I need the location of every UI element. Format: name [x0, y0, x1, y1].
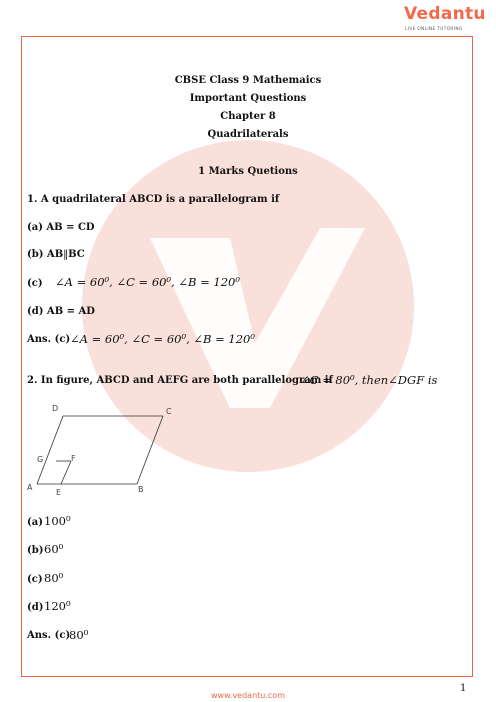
q2-answer-value: 80⁰: [69, 628, 89, 642]
label-E: E: [56, 488, 62, 497]
q1-option-c-label: (c): [27, 278, 43, 289]
q2-stem-math: ∠C = 80⁰, then∠DGF is: [300, 373, 438, 387]
q2-option-d-value: 120⁰: [44, 599, 71, 613]
label-F: F: [71, 454, 76, 463]
label-C: C: [166, 407, 172, 416]
logo-wordmark: Vedantu: [404, 4, 486, 24]
q2-option-a-value: 100⁰: [44, 514, 71, 528]
chapter-name: Quadrilaterals: [207, 129, 289, 140]
parallelogram-figure: [27, 400, 177, 500]
doc-subtitle: Important Questions: [189, 93, 307, 104]
section-title: 1 Marks Quetions: [198, 166, 298, 177]
side-BC: [137, 416, 163, 484]
label-G: G: [37, 455, 44, 464]
q1-answer-label: Ans. (c): [27, 334, 71, 345]
q2-option-c-value: 80⁰: [44, 571, 64, 585]
q1-option-b-left: (b) AB: [27, 249, 64, 260]
vedantu-logo: [394, 4, 486, 34]
q1-stem: 1. A quadrilateral ABCD is a parallelogram if: [27, 194, 280, 205]
q2-option-a-label: (a): [27, 517, 43, 528]
side-DA: [37, 416, 63, 484]
logo-tagline: LIVE ONLINE TUTORING: [405, 26, 463, 31]
q2-stem: 2. In figure, ABCD and AEFG are both parallelogram if: [27, 375, 333, 386]
side-FE: [61, 461, 71, 484]
q2-option-b-label: (b): [27, 545, 44, 556]
q1-option-a: (a) AB = CD: [27, 222, 95, 233]
footer-website-link[interactable]: www.vedantu.com: [211, 691, 285, 700]
label-A: A: [27, 483, 33, 492]
chapter-number: Chapter 8: [220, 111, 276, 122]
q1-option-d: (d) AB = AD: [27, 306, 95, 317]
q1-option-b-right: BC: [68, 249, 85, 260]
q2-option-c-label: (c): [27, 574, 43, 585]
parallel-symbol: ‖: [63, 249, 69, 260]
q1-option-b: [27, 249, 85, 260]
q1-answer-math: ∠A = 60⁰, ∠C = 60⁰, ∠B = 120⁰: [70, 332, 255, 346]
q1-option-c-math: ∠A = 60⁰, ∠C = 60⁰, ∠B = 120⁰: [55, 275, 240, 289]
label-B: B: [138, 485, 144, 494]
q2-option-d-label: (d): [27, 602, 44, 613]
q2-option-b-value: 60⁰: [44, 542, 64, 556]
doc-title: CBSE Class 9 Mathemaics: [174, 75, 322, 86]
q2-answer-label: Ans. (c): [27, 630, 71, 641]
label-D: D: [52, 404, 59, 413]
page-number: 1: [460, 683, 467, 694]
